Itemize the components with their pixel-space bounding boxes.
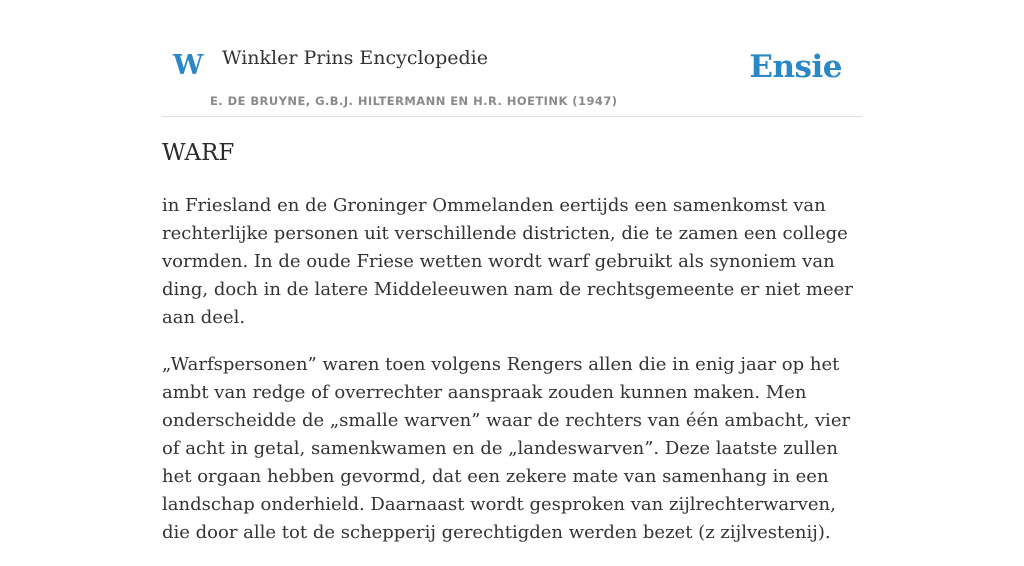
site-header [162,0,862,117]
publication-authors: E. DE BRUYNE, G.B.J. HILTERMANN EN H.R. HOETINK (1947) [210,94,618,108]
entry-title: WARF [162,140,235,166]
ensie-logo[interactable]: Ensie [749,49,842,85]
winkler-prins-logo[interactable]: W [173,50,204,81]
entry-paragraph: in Friesland en de Groninger Ommelanden eertijds een samenkomst van rechterlijke personen uit verschillende districten, die te zamen een college vormden. In de oude Friese wetten wordt warf gebruikt als synoniem van ding, doch in de latere Middeleeuwen nam de rechtsgemeente er niet meer aan deel. [162,195,853,328]
publication-title[interactable]: Winkler Prins Encyclopedie [222,47,488,69]
entry-paragraph: „Warfspersonen” waren toen volgens Rengers allen die in enig jaar op het ambt van redge of overrechter aanspraak zouden kunnen maken. Men onderscheidde de „smalle warven” waar de rechters van één ambacht, vier of acht in getal, samenkwamen en de „landeswarven”. Deze laatste zullen het orgaan hebben gevormd, dat een zekere mate van samenhang in een landschap onderhield. Daarnaast wordt gesproken van zijlrechterwarven, die door alle tot de schepperij gerechtigden werden bezet (z zijlvestenij). [162,354,851,543]
entry-content [162,192,862,566]
